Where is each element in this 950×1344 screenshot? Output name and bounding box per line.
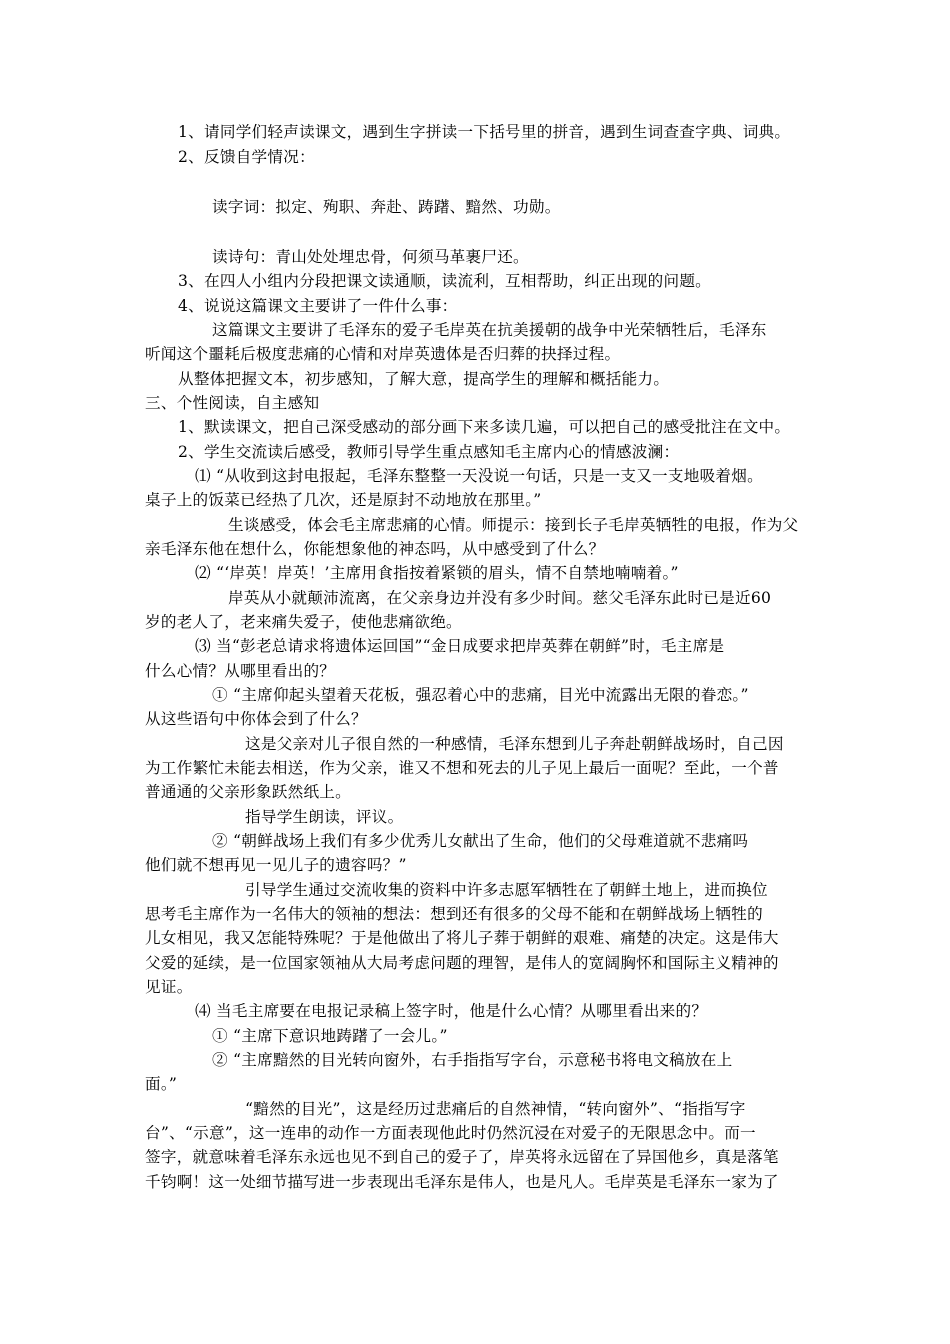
text-line: ① “主席下意识地踌躇了一会儿。” xyxy=(212,1027,448,1045)
text-line: 2、学生交流读后感受，教师引导学生重点感知毛主席内心的情感波澜： xyxy=(178,443,680,461)
text-line: 1、默读课文，把自己深受感动的部分画下来多读几遍，可以把自己的感受批注在文中。 xyxy=(178,418,791,436)
text-line: 儿女相见，我又怎能特殊呢？于是他做出了将儿子葬于朝鲜的艰难、痛楚的决定。这是伟大 xyxy=(145,929,779,947)
text-line: 岸英从小就颠沛流离，在父亲身边并没有多少时间。慈父毛泽东此时已是近60 xyxy=(228,589,772,607)
text-line: 普通通的父亲形象跃然纸上。 xyxy=(145,783,351,801)
text-line: ① “主席仰起头望着天花板，强忍着心中的悲痛，目光中流露出无限的眷恋。” xyxy=(212,686,749,704)
text-line: 见证。 xyxy=(145,978,193,996)
text-line: 听闻这个噩耗后极度悲痛的心情和对岸英遗体是否归葬的抉择过程。 xyxy=(145,345,621,363)
text-line: 桌子上的饭菜已经热了几次，还是原封不动地放在那里。” xyxy=(145,491,542,509)
text-line: 3、在四人小组内分段把课文读通顺，读流利，互相帮助，纠正出现的问题。 xyxy=(178,272,712,290)
text-line: 引导学生通过交流收集的资料中许多志愿军牺牲在了朝鲜土地上，进而换位 xyxy=(245,881,768,899)
text-line: 思考毛主席作为一名伟大的领袖的想法：想到还有很多的父母不能和在朝鲜战场上牺牲的 xyxy=(145,905,763,923)
section-heading: 三、个性阅读，自主感知 xyxy=(145,394,320,412)
text-line: ② “主席黯然的目光转向窗外，右手指指写字台，示意秘书将电文稿放在上 xyxy=(212,1051,733,1069)
text-line: ⑷ 当毛主席要在电报记录稿上签字时，他是什么心情？从哪里看出来的？ xyxy=(195,1002,708,1020)
text-line: ② “朝鲜战场上我们有多少优秀儿女献出了生命，他们的父母难道就不悲痛吗 xyxy=(212,832,749,850)
text-line: 1、请同学们轻声读课文，遇到生字拼读一下括号里的拼音，遇到生词查查字典、词典。 xyxy=(178,123,791,141)
text-line: 从这些语句中你体会到了什么？ xyxy=(145,710,367,728)
text-line: 读诗句：青山处处埋忠骨，何须马革裹尸还。 xyxy=(212,248,529,266)
text-line: 千钧啊！这一处细节描写进一步表现出毛泽东是伟人，也是凡人。毛岸英是毛泽东一家为了 xyxy=(145,1173,779,1191)
text-line: 亲毛泽东他在想什么，你能想象他的神态吗，从中感受到了什么？ xyxy=(145,540,605,558)
text-line: 签字，就意味着毛泽东永远也见不到自己的爱子了，岸英将永远留在了异国他乡，真是落笔 xyxy=(145,1148,779,1166)
text-line: 2、反馈自学情况： xyxy=(178,148,315,166)
text-line: 这是父亲对儿子很自然的一种感情，毛泽东想到儿子奔赴朝鲜战场时，自己因 xyxy=(245,735,784,753)
text-line: ⑴ “从收到这封电报起，毛泽东整整一天没说一句话，只是一支又一支地吸着烟。 xyxy=(195,467,763,485)
text-line: ⑵ “‘岸英！岸英！’主席用食指按着紧锁的眉头，情不自禁地喃喃着。” xyxy=(195,564,679,582)
text-line: 读字词：拟定、殉职、奔赴、踌躇、黯然、功勋。 xyxy=(212,198,561,216)
text-line: 什么心情？从哪里看出的？ xyxy=(145,662,336,680)
text-line: 生谈感受，体会毛主席悲痛的心情。师提示：接到长子毛岸英牺牲的电报，作为父 xyxy=(228,516,799,534)
text-line: 从整体把握文本，初步感知，了解大意，提高学生的理解和概括能力。 xyxy=(178,370,670,388)
text-line: 他们就不想再见一见儿子的遗容吗？” xyxy=(145,856,407,874)
text-line: 4、说说这篇课文主要讲了一件什么事： xyxy=(178,297,458,315)
text-line: “黯然的目光”，这是经历过悲痛后的自然神情，“转向窗外”、“指指写字 xyxy=(245,1100,746,1118)
text-line: 为工作繁忙未能去相送，作为父亲，谁又不想和死去的儿子见上最后一面呢？至此，一个普 xyxy=(145,759,779,777)
text-line: 父爱的延续，是一位国家领袖从大局考虑问题的理智，是伟人的宽阔胸怀和国际主义精神的 xyxy=(145,954,779,972)
text-line: 指导学生朗读，评议。 xyxy=(245,808,404,826)
text-line: ⑶ 当“彭老总请求将遗体运回国”“金日成要求把岸英葬在朝鲜”时，毛主席是 xyxy=(195,637,725,655)
text-line: 这篇课文主要讲了毛泽东的爱子毛岸英在抗美援朝的战争中光荣牺牲后，毛泽东 xyxy=(212,321,767,339)
text-line: 岁的老人了，老来痛失爱子，使他悲痛欲绝。 xyxy=(145,613,462,631)
text-line: 台”、“示意”，这一连串的动作一方面表现他此时仍然沉浸在对爱子的无限思念中。而一 xyxy=(145,1124,756,1142)
text-line: 面。” xyxy=(145,1075,178,1093)
